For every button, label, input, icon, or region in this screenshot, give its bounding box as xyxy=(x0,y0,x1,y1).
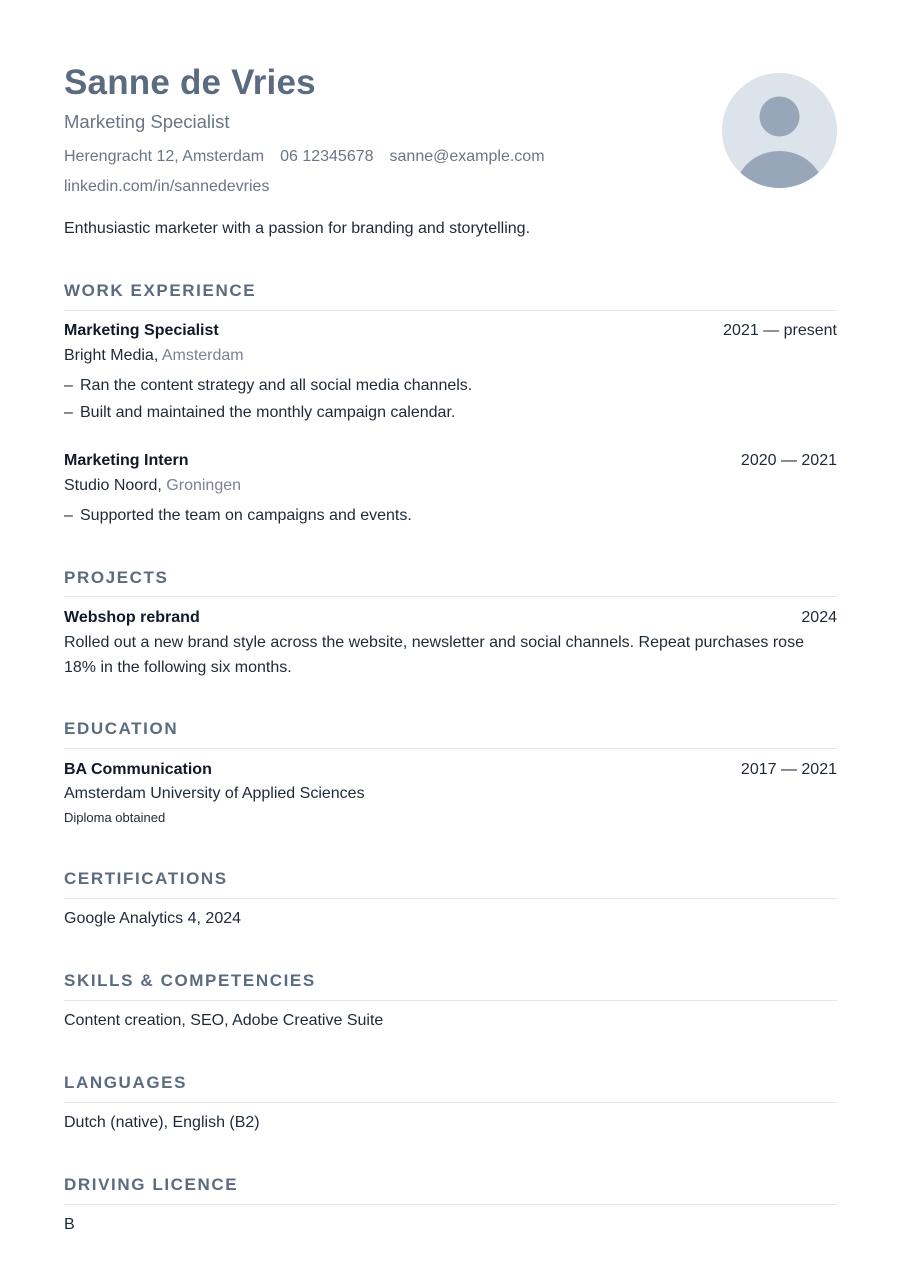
job-dates: 2020 — 2021 xyxy=(740,452,837,469)
education-school: Amsterdam University of Applied Sciences xyxy=(64,785,365,802)
project-name: Webshop rebrand xyxy=(64,609,200,626)
job-role: Marketing Intern xyxy=(64,452,189,469)
section-heading-driving-licence: DRIVING LICENCE xyxy=(64,1175,239,1194)
section-divider xyxy=(64,596,837,597)
skills-text: Content creation, SEO, Adobe Creative Suite xyxy=(64,1012,384,1029)
driving-licence-text: B xyxy=(64,1216,75,1233)
education-degree: BA Communication xyxy=(64,761,212,778)
bullet-dash: – xyxy=(64,377,73,394)
section-divider xyxy=(64,748,837,749)
job-bullet-text: Supported the team on campaigns and events. xyxy=(80,507,412,524)
job-company: Studio Noord, xyxy=(64,477,162,494)
section-heading-certifications: CERTIFICATIONS xyxy=(64,869,228,888)
section-heading-projects: PROJECTS xyxy=(64,568,169,587)
certifications-text: Google Analytics 4, 2024 xyxy=(64,910,242,927)
section-divider xyxy=(64,310,837,311)
contact-phone: 06 12345678 xyxy=(280,148,374,165)
job-bullet xyxy=(64,376,472,396)
job-bullet xyxy=(64,403,455,423)
job-company-line xyxy=(64,346,244,366)
user-placeholder-icon xyxy=(722,73,837,188)
contact-line-primary xyxy=(64,147,545,167)
contact-address: Herengracht 12, Amsterdam xyxy=(64,148,265,165)
contact-email: sanne@example.com xyxy=(389,148,545,165)
bullet-dash: – xyxy=(64,404,73,421)
section-heading-skills: SKILLS & COMPETENCIES xyxy=(64,971,316,990)
job-bullet-text: Ran the content strategy and all social media channels. xyxy=(80,377,473,394)
bullet-dash: – xyxy=(64,507,73,524)
education-note: Diploma obtained xyxy=(64,810,166,825)
job-company-line xyxy=(64,476,241,496)
job-company: Bright Media, xyxy=(64,347,159,364)
candidate-name: Sanne de Vries xyxy=(64,63,316,102)
education-dates: 2017 — 2021 xyxy=(740,761,837,778)
contact-linkedin: linkedin.com/in/sannedevries xyxy=(64,178,270,195)
section-divider xyxy=(64,1204,837,1205)
section-divider xyxy=(64,1102,837,1103)
languages-text: Dutch (native), English (B2) xyxy=(64,1114,260,1131)
job-dates: 2021 — present xyxy=(723,322,837,339)
job-location: Amsterdam xyxy=(161,347,244,364)
candidate-title: Marketing Specialist xyxy=(64,111,230,132)
avatar-silhouette xyxy=(722,73,837,188)
job-role: Marketing Specialist xyxy=(64,322,219,339)
project-description: Rolled out a new brand style across the website, newsletter and social channels. Repeat purchases rose 18% in the following six months. xyxy=(64,634,804,676)
section-heading-work-experience: WORK EXPERIENCE xyxy=(64,281,257,300)
job-bullet-text: Built and maintained the monthly campaign calendar. xyxy=(80,404,456,421)
profile-summary: Enthusiastic marketer with a passion for branding and storytelling. xyxy=(64,220,531,237)
section-heading-languages: LANGUAGES xyxy=(64,1073,188,1092)
project-year: 2024 xyxy=(801,609,837,626)
section-divider xyxy=(64,1000,837,1001)
section-heading-education: EDUCATION xyxy=(64,719,179,738)
section-divider xyxy=(64,898,837,899)
job-bullet xyxy=(64,506,412,526)
job-location: Groningen xyxy=(166,477,242,494)
